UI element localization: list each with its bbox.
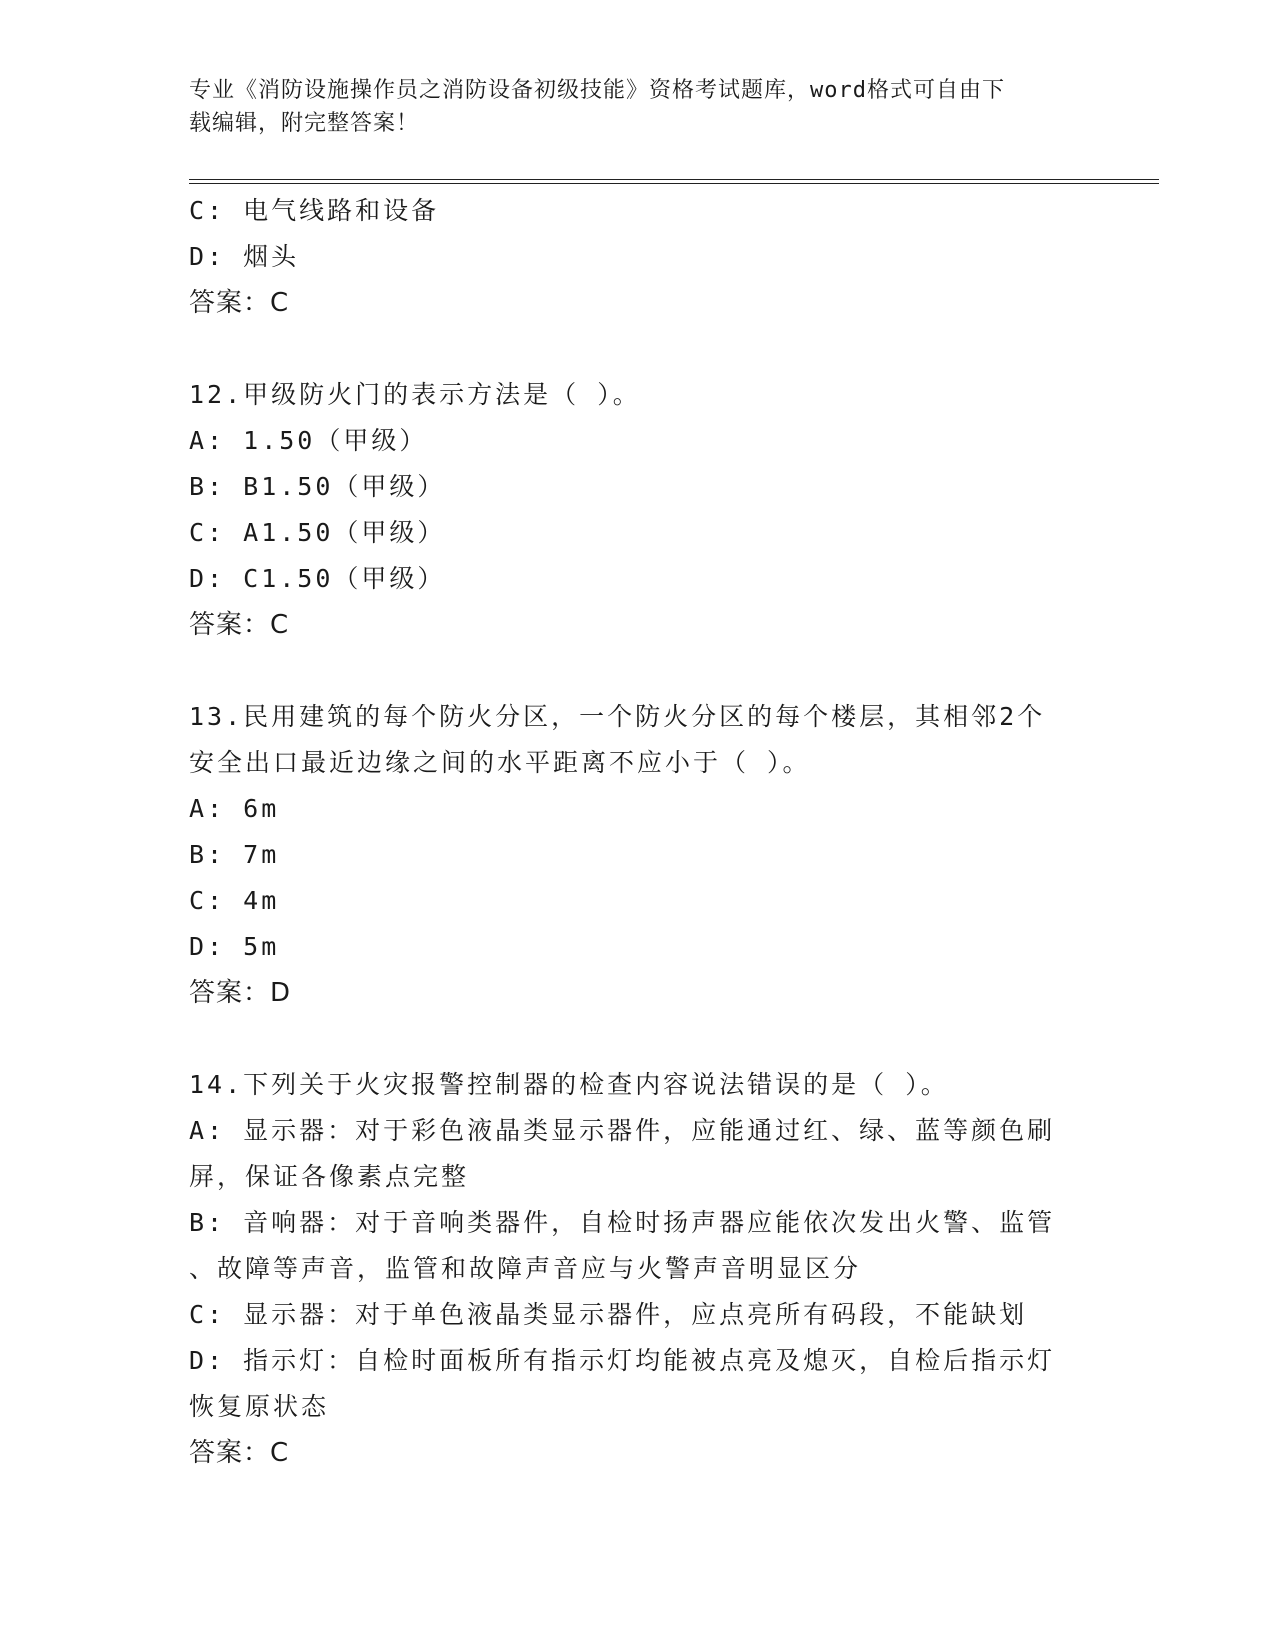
option-d: D: C1.50（甲级）: [189, 564, 446, 593]
option-b-line-2: 、故障等声音，监管和故障声音应与火警声音明显区分: [189, 1254, 862, 1283]
option-a: A: 6m: [189, 794, 280, 823]
option-a-line-1: A: 显示器：对于彩色液晶类显示器件，应能通过红、绿、蓝等颜色刷: [189, 1116, 1056, 1145]
header-line-1: 专业《消防设施操作员之消防设备初级技能》资格考试题库，word格式可自由下: [189, 78, 1005, 103]
answer: 答案：C: [189, 1438, 290, 1468]
header-line-2: 载编辑，附完整答案！: [189, 111, 420, 136]
answer: 答案：D: [189, 978, 292, 1008]
header-divider-bottom: [189, 183, 1159, 184]
option-d-line-2: 恢复原状态: [189, 1392, 330, 1421]
header-divider-top: [189, 179, 1159, 180]
option-d-line-1: D: 指示灯：自检时面板所有指示灯均能被点亮及熄灭，自检后指示灯: [189, 1346, 1056, 1375]
question-13: [189, 694, 1089, 1016]
option-d: D: 烟头: [189, 242, 300, 271]
option-c: C: 4m: [189, 886, 280, 915]
spacer: [189, 648, 1089, 694]
question-12: [189, 372, 1089, 648]
option-a-line-2: 屏，保证各像素点完整: [189, 1162, 470, 1191]
option-b-line-1: B: 音响器：对于音响类器件，自检时扬声器应能依次发出火警、监管: [189, 1208, 1056, 1237]
question-text: 14.下列关于火灾报警控制器的检查内容说法错误的是（ ）。: [189, 1070, 949, 1099]
document-header: [189, 74, 1089, 140]
spacer: [189, 1016, 1089, 1062]
question-list: [189, 188, 1089, 1476]
option-b: B: B1.50（甲级）: [189, 472, 446, 501]
option-c: C: A1.50（甲级）: [189, 518, 446, 547]
question-11-tail: [189, 188, 1089, 326]
option-d: D: 5m: [189, 932, 280, 961]
spacer: [189, 326, 1089, 372]
question-text-line-2: 安全出口最近边缘之间的水平距离不应小于（ ）。: [189, 748, 811, 777]
question-14: [189, 1062, 1089, 1476]
answer: 答案：C: [189, 610, 290, 640]
question-text-line-1: 13.民用建筑的每个防火分区，一个防火分区的每个楼层，其相邻2个: [189, 702, 1046, 731]
option-c: C: 显示器：对于单色液晶类显示器件，应点亮所有码段，不能缺划: [189, 1300, 1028, 1329]
option-b: B: 7m: [189, 840, 280, 869]
option-c: C: 电气线路和设备: [189, 196, 440, 225]
answer: 答案：C: [189, 288, 290, 318]
question-text: 12.甲级防火门的表示方法是（ ）。: [189, 380, 641, 409]
option-a: A: 1.50（甲级）: [189, 426, 428, 455]
